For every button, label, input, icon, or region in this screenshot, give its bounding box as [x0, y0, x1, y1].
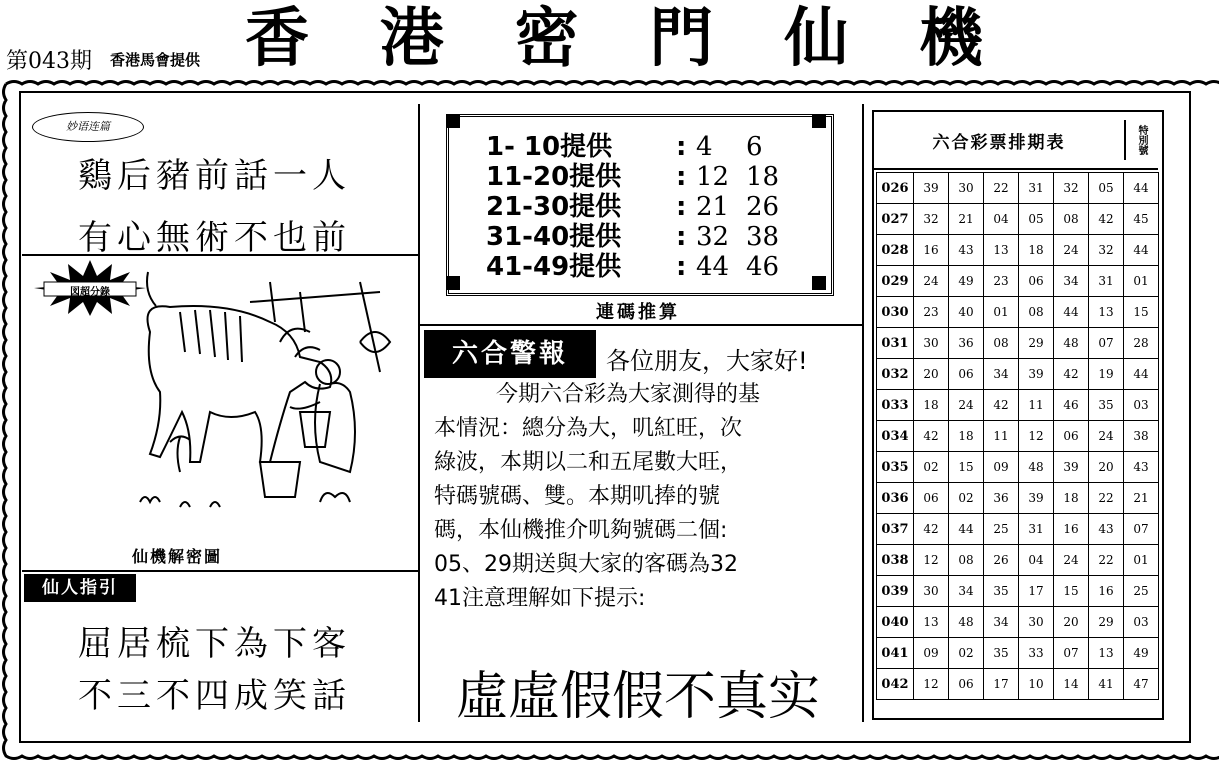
provide-num: 4 [696, 132, 713, 162]
table-row [877, 545, 1159, 576]
period-cell: 040 [877, 607, 914, 638]
number-cell: 24 [1054, 235, 1089, 266]
number-cell: 20 [1089, 452, 1124, 483]
period-cell: 029 [877, 266, 914, 297]
footer-phrase: 虛虛假假不真实 [456, 667, 821, 727]
provide-num: 21 [696, 192, 730, 222]
number-cell: 48 [949, 607, 984, 638]
corner-icon [812, 114, 826, 128]
number-cell: 08 [949, 545, 984, 576]
table-row [877, 390, 1159, 421]
number-cell: 15 [1054, 576, 1089, 607]
table-row [877, 483, 1159, 514]
number-cell: 22 [984, 173, 1019, 204]
number-cell: 31 [1019, 514, 1054, 545]
number-cell: 34 [984, 359, 1019, 390]
number-cell: 18 [914, 390, 949, 421]
table-row [877, 452, 1159, 483]
period-cell: 036 [877, 483, 914, 514]
number-cell: 25 [984, 514, 1019, 545]
number-cell: 44 [949, 514, 984, 545]
number-cell: 24 [1054, 545, 1089, 576]
provide-num: 32 [696, 222, 730, 252]
ox-and-farmer-illustration [120, 262, 420, 542]
table-row [877, 266, 1159, 297]
number-cell: 21 [949, 204, 984, 235]
number-cell: 18 [1019, 235, 1054, 266]
number-cell: 01 [1124, 266, 1159, 297]
number-cell: 08 [1054, 204, 1089, 235]
number-cell: 12 [914, 545, 949, 576]
para-line: 綠波，本期以二和五尾數大旺， [434, 450, 743, 475]
guide-line: 屈居梳下為下客 [78, 624, 351, 664]
number-cell: 25 [1124, 576, 1159, 607]
number-cell: 40 [949, 297, 984, 328]
number-cell: 30 [914, 576, 949, 607]
table-title: 六合彩票排期表 [932, 132, 1066, 153]
title-char: 機 [918, 2, 985, 76]
number-cell: 30 [1019, 607, 1054, 638]
number-cell: 05 [1019, 204, 1054, 235]
number-cell: 16 [1089, 576, 1124, 607]
number-cell: 39 [1019, 359, 1054, 390]
number-cell: 20 [1054, 607, 1089, 638]
table-row [877, 638, 1159, 669]
number-cell: 43 [949, 235, 984, 266]
number-cell: 13 [984, 235, 1019, 266]
number-cell: 49 [949, 266, 984, 297]
provide-range: 1- 10提供 [486, 132, 613, 162]
number-cell: 07 [1054, 638, 1089, 669]
corner-icon [446, 114, 460, 128]
number-cell: 32 [1054, 173, 1089, 204]
number-cell: 31 [1089, 266, 1124, 297]
table-row [877, 328, 1159, 359]
number-cell: 23 [984, 266, 1019, 297]
number-cell: 12 [1019, 421, 1054, 452]
divider-left-bottom [22, 570, 418, 572]
greeting: 各位朋友，大家好! [606, 347, 808, 375]
table-row [877, 576, 1159, 607]
para-line: 本情況：總分為大，叽紅旺，次 [434, 416, 743, 441]
period-cell: 030 [877, 297, 914, 328]
number-cell: 02 [949, 638, 984, 669]
riddle-line: 鷄后豬前話一人 [78, 156, 351, 196]
number-cell: 04 [1019, 545, 1054, 576]
number-cell: 36 [984, 483, 1019, 514]
period-cell: 038 [877, 545, 914, 576]
number-cell: 33 [1019, 638, 1054, 669]
title-char: 港 [379, 2, 446, 76]
corner-icon [812, 276, 826, 290]
provide-range: 41-49提供 [486, 252, 622, 282]
number-cell: 42 [914, 421, 949, 452]
draw-schedule-table [876, 172, 1159, 700]
provide-row [486, 222, 806, 252]
number-cell: 29 [1089, 607, 1124, 638]
number-cell: 06 [1019, 266, 1054, 297]
number-cell: 20 [914, 359, 949, 390]
para-line: 41注意理解如下提示: [434, 586, 646, 611]
para-line: 05、29期送與大家的客碼為32 [434, 552, 738, 577]
provide-num: 18 [746, 162, 780, 192]
table-row [877, 421, 1159, 452]
number-cell: 09 [984, 452, 1019, 483]
number-cell: 18 [1054, 483, 1089, 514]
number-cell: 42 [1089, 204, 1124, 235]
period-cell: 042 [877, 669, 914, 700]
number-cell: 34 [984, 607, 1019, 638]
provide-colon: : [676, 162, 687, 192]
number-cell: 35 [984, 638, 1019, 669]
number-cell: 39 [1054, 452, 1089, 483]
provide-row [486, 132, 806, 162]
period-cell: 037 [877, 514, 914, 545]
number-cell: 09 [914, 638, 949, 669]
number-cell: 46 [1054, 390, 1089, 421]
provide-range: 21-30提供 [486, 192, 622, 222]
number-cell: 38 [1124, 421, 1159, 452]
number-cell: 32 [1089, 235, 1124, 266]
number-cell: 42 [1054, 359, 1089, 390]
provide-num: 6 [746, 132, 763, 162]
number-cell: 16 [914, 235, 949, 266]
number-cell: 06 [914, 483, 949, 514]
alarm-paragraph [434, 378, 858, 616]
number-cell: 13 [1089, 297, 1124, 328]
number-cell: 08 [1019, 297, 1054, 328]
number-cell: 24 [1089, 421, 1124, 452]
period-cell: 026 [877, 173, 914, 204]
number-cell: 34 [949, 576, 984, 607]
number-cell: 06 [949, 359, 984, 390]
number-cell: 01 [984, 297, 1019, 328]
provide-row [486, 192, 806, 222]
table-row [877, 359, 1159, 390]
provide-num: 46 [746, 252, 780, 282]
provider-label: 香港馬會提供 [110, 51, 201, 69]
period-cell: 033 [877, 390, 914, 421]
title-char: 密 [514, 2, 581, 76]
number-cell: 06 [949, 669, 984, 700]
number-cell: 11 [1019, 390, 1054, 421]
provide-num: 12 [696, 162, 730, 192]
provide-colon: : [676, 252, 687, 282]
section-tag: 仙人指引 [24, 574, 136, 602]
number-cell: 48 [1019, 452, 1054, 483]
riddle-line: 有心無術不也前 [78, 218, 351, 258]
number-cell: 30 [914, 328, 949, 359]
number-cell: 35 [1089, 390, 1124, 421]
period-cell: 031 [877, 328, 914, 359]
number-cell: 24 [949, 390, 984, 421]
number-cell: 17 [984, 669, 1019, 700]
period-cell: 027 [877, 204, 914, 235]
guide-line: 不三不四成笑話 [78, 676, 351, 716]
number-cell: 15 [949, 452, 984, 483]
period-cell: 034 [877, 421, 914, 452]
table-row [877, 173, 1159, 204]
provide-row [486, 162, 806, 192]
table-row [877, 514, 1159, 545]
number-cell: 07 [1124, 514, 1159, 545]
provide-num: 38 [746, 222, 780, 252]
number-cell: 11 [984, 421, 1019, 452]
number-cell: 44 [1124, 359, 1159, 390]
number-cell: 18 [949, 421, 984, 452]
number-cell: 13 [914, 607, 949, 638]
number-cell: 02 [914, 452, 949, 483]
provide-num: 44 [696, 252, 730, 282]
number-cell: 15 [1124, 297, 1159, 328]
picture-caption: 仙機解密圖 [132, 547, 223, 566]
number-cell: 44 [1124, 235, 1159, 266]
number-cell: 28 [1124, 328, 1159, 359]
number-cell: 13 [1089, 638, 1124, 669]
number-cell: 22 [1089, 545, 1124, 576]
number-cell: 49 [1124, 638, 1159, 669]
title-char: 仙 [784, 2, 851, 76]
number-cell: 44 [1054, 297, 1089, 328]
number-cell: 32 [914, 204, 949, 235]
star-badge-text: 図超分錄 [70, 287, 110, 298]
number-cell: 05 [1089, 173, 1124, 204]
table-row [877, 235, 1159, 266]
para-line: 特碼號碼、雙。本期叽捧的號 [434, 484, 721, 509]
number-cell: 45 [1124, 204, 1159, 235]
number-cell: 19 [1089, 359, 1124, 390]
number-cell: 02 [949, 483, 984, 514]
number-cell: 17 [1019, 576, 1054, 607]
title-char: 香 [245, 2, 311, 76]
number-cell: 35 [984, 576, 1019, 607]
number-cell: 47 [1124, 669, 1159, 700]
provide-colon: : [676, 222, 687, 252]
number-cell: 03 [1124, 607, 1159, 638]
period-cell: 028 [877, 235, 914, 266]
provide-list [486, 132, 806, 282]
number-cell: 04 [984, 204, 1019, 235]
issue-number: 第043期 [6, 49, 92, 74]
number-cell: 42 [984, 390, 1019, 421]
special-number-label: 特別號 [1124, 120, 1148, 160]
number-cell: 34 [1054, 266, 1089, 297]
provide-colon: : [676, 132, 687, 162]
number-cell: 23 [914, 297, 949, 328]
number-cell: 22 [1089, 483, 1124, 514]
number-cell: 39 [914, 173, 949, 204]
provide-row [486, 252, 806, 282]
table-row [877, 669, 1159, 700]
divider-middle [420, 324, 862, 326]
number-cell: 06 [1054, 421, 1089, 452]
table-header [874, 112, 1158, 170]
period-cell: 035 [877, 452, 914, 483]
number-cell: 39 [1019, 483, 1054, 514]
para-line: 今期六合彩為大家測得的基 [496, 382, 761, 407]
provide-range: 11-20提供 [486, 162, 622, 192]
number-cell: 21 [1124, 483, 1159, 514]
period-cell: 041 [877, 638, 914, 669]
number-cell: 44 [1124, 173, 1159, 204]
main-title [245, 0, 985, 78]
number-cell: 26 [984, 545, 1019, 576]
number-cell: 41 [1089, 669, 1124, 700]
provide-range: 31-40提供 [486, 222, 622, 252]
number-cell: 30 [949, 173, 984, 204]
number-cell: 03 [1124, 390, 1159, 421]
number-cell: 43 [1089, 514, 1124, 545]
number-cell: 31 [1019, 173, 1054, 204]
number-cell: 36 [949, 328, 984, 359]
number-cell: 29 [1019, 328, 1054, 359]
number-cell: 08 [984, 328, 1019, 359]
oval-tag: 妙语连篇 [32, 112, 144, 142]
number-cell: 43 [1124, 452, 1159, 483]
table-row [877, 204, 1159, 235]
number-cell: 16 [1054, 514, 1089, 545]
number-cell: 14 [1054, 669, 1089, 700]
title-char: 門 [649, 2, 716, 76]
number-cell: 12 [914, 669, 949, 700]
provide-colon: : [676, 192, 687, 222]
para-line: 碼，本仙機推介叽夠號碼二個: [434, 518, 728, 543]
provide-num: 26 [746, 192, 780, 222]
divider-right [862, 104, 864, 722]
number-cell: 01 [1124, 545, 1159, 576]
box-caption: 連碼推算 [596, 302, 680, 323]
number-cell: 42 [914, 514, 949, 545]
corner-icon [446, 276, 460, 290]
number-cell: 10 [1019, 669, 1054, 700]
number-cell: 48 [1054, 328, 1089, 359]
period-cell: 032 [877, 359, 914, 390]
period-cell: 039 [877, 576, 914, 607]
alarm-tag: 六合警報 [424, 330, 596, 378]
number-cell: 07 [1089, 328, 1124, 359]
number-cell: 24 [914, 266, 949, 297]
table-row [877, 607, 1159, 638]
table-row [877, 297, 1159, 328]
